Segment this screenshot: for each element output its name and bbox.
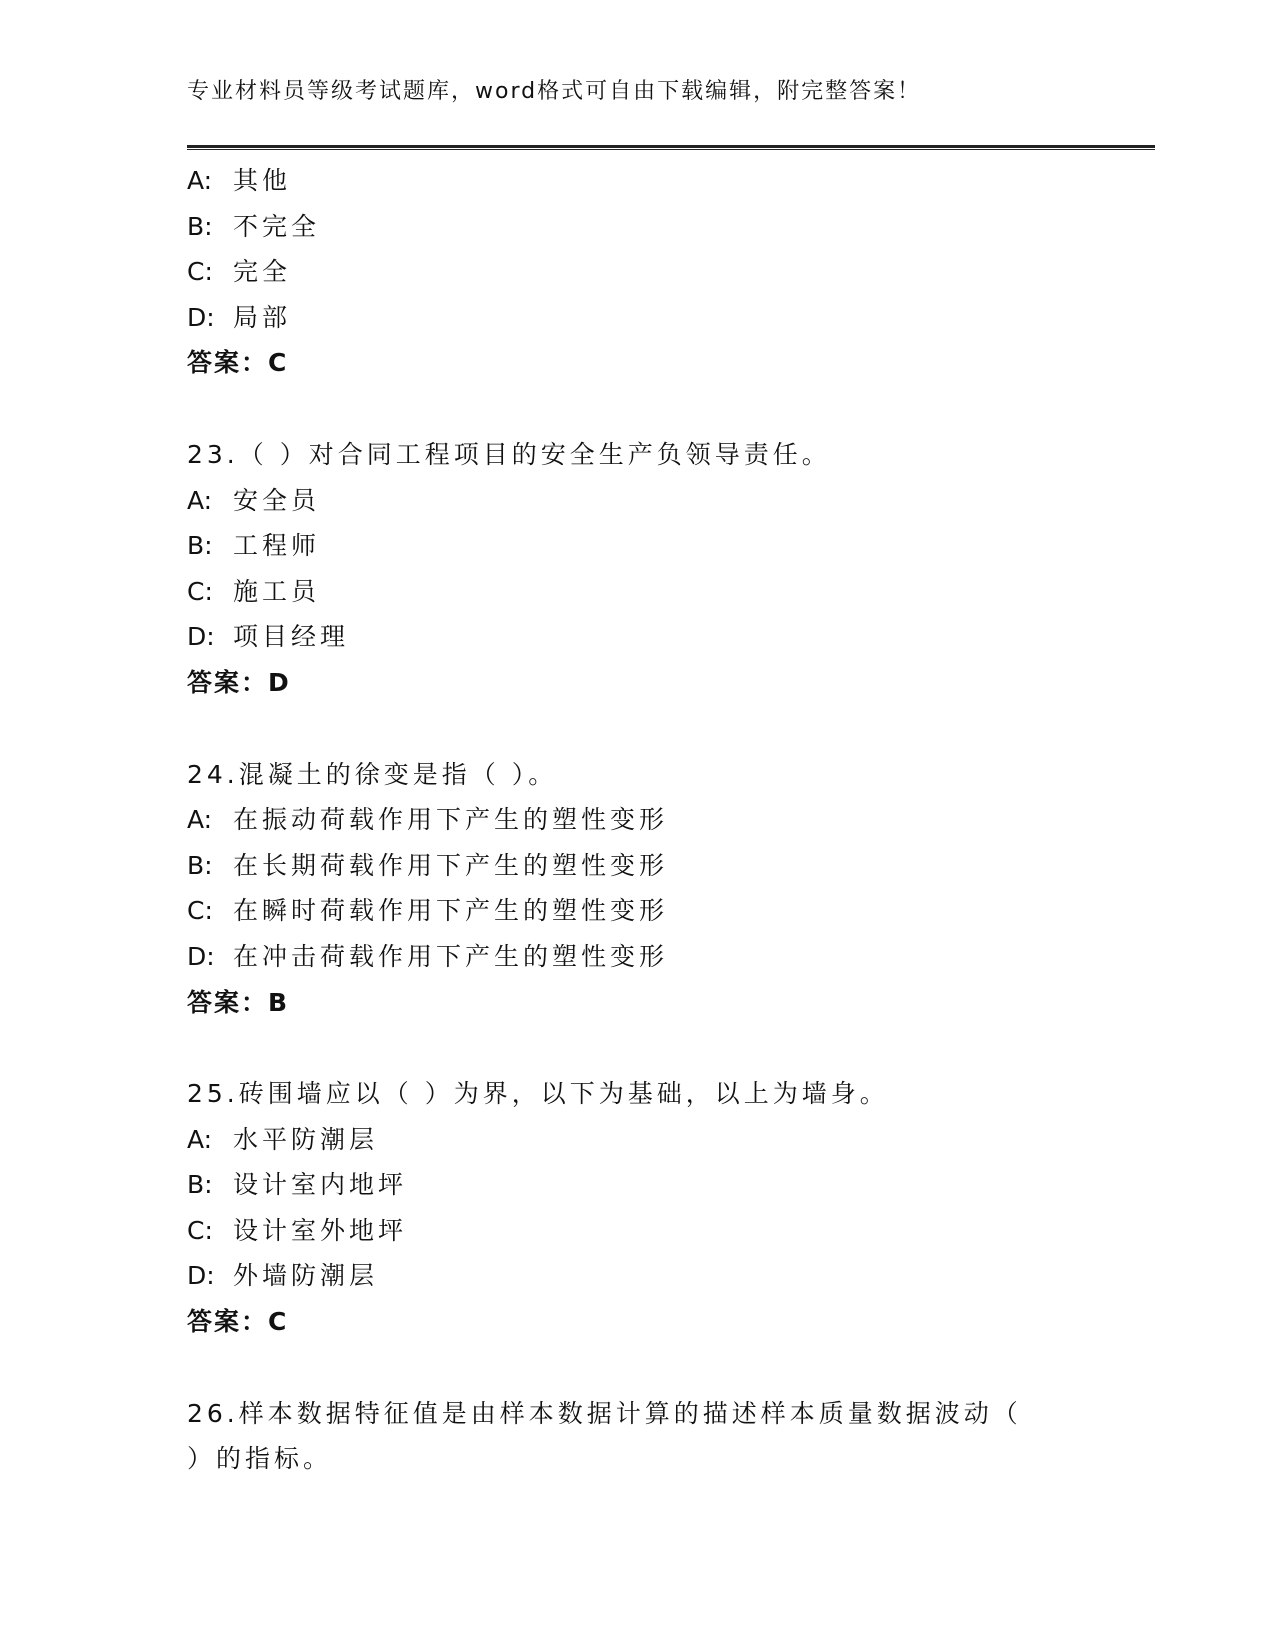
option-letter: C: — [187, 576, 213, 606]
option-text: 安全员 — [233, 485, 321, 515]
option-a — [187, 478, 1067, 524]
question-stem: 24.混凝土的徐变是指（ ）。 — [187, 759, 558, 789]
option-letter: D: — [187, 622, 215, 652]
option-a — [187, 797, 1067, 843]
option-text: 水平防潮层 — [233, 1124, 379, 1154]
answer-line: 答案：D — [187, 667, 291, 697]
question-block — [187, 1071, 1067, 1345]
option-text: 工程师 — [233, 531, 321, 561]
option-a — [187, 1117, 1067, 1163]
option-d — [187, 1253, 1067, 1299]
option-text: 在冲击荷载作用下产生的塑性变形 — [233, 941, 669, 971]
option-text: 项目经理 — [233, 622, 350, 652]
option-text: 设计室内地坪 — [233, 1170, 408, 1200]
option-text: 设计室外地坪 — [233, 1215, 408, 1245]
option-letter: D: — [187, 941, 215, 971]
option-letter: B: — [187, 1170, 213, 1200]
question-block — [187, 432, 1067, 706]
question-block — [187, 158, 1067, 386]
option-c — [187, 1208, 1067, 1254]
answer-line: 答案：B — [187, 987, 290, 1017]
option-text: 在振动荷载作用下产生的塑性变形 — [233, 805, 669, 835]
option-letter: A: — [187, 805, 213, 835]
question-stem: 26.样本数据特征值是由样本数据计算的描述样本质量数据波动（ ）的指标。 — [187, 1398, 1022, 1474]
spacer — [187, 386, 1067, 432]
option-letter: B: — [187, 531, 213, 561]
option-c — [187, 569, 1067, 615]
page-header-text: 专业材料员等级考试题库，word格式可自由下载编辑，附完整答案！ — [187, 79, 922, 104]
option-text: 在长期荷载作用下产生的塑性变形 — [233, 850, 669, 880]
option-letter: C: — [187, 1215, 213, 1245]
question-list — [187, 158, 1067, 1482]
option-c — [187, 888, 1067, 934]
spacer — [187, 1025, 1067, 1071]
option-d — [187, 295, 1067, 341]
option-text: 在瞬时荷载作用下产生的塑性变形 — [233, 896, 669, 926]
option-letter: A: — [187, 1124, 213, 1154]
spacer — [187, 706, 1067, 752]
answer-line: 答案：C — [187, 1307, 289, 1337]
option-b — [187, 1162, 1067, 1208]
option-letter: B: — [187, 850, 213, 880]
question-block — [187, 752, 1067, 1026]
question-stem: 25.砖围墙应以（ ）为界，以下为基础，以上为墙身。 — [187, 1079, 889, 1109]
option-letter: A: — [187, 485, 213, 515]
option-b — [187, 523, 1067, 569]
spacer — [187, 1345, 1067, 1391]
option-letter: D: — [187, 302, 215, 332]
option-letter: B: — [187, 211, 213, 241]
option-d — [187, 934, 1067, 980]
option-text: 完全 — [233, 257, 292, 287]
option-letter: C: — [187, 896, 213, 926]
option-letter: C: — [187, 257, 213, 287]
question-block — [187, 1391, 1067, 1482]
header-divider — [187, 145, 1155, 150]
option-text: 外墙防潮层 — [233, 1261, 379, 1291]
option-a — [187, 158, 1067, 204]
answer-line: 答案：C — [187, 348, 289, 378]
option-letter: A: — [187, 166, 213, 195]
option-b — [187, 204, 1067, 250]
option-d — [187, 614, 1067, 660]
question-stem: 23.（ ）对合同工程项目的安全生产负领导责任。 — [187, 439, 831, 469]
option-c — [187, 249, 1067, 295]
option-text: 局部 — [233, 302, 292, 332]
option-text: 其他 — [233, 166, 292, 195]
option-text: 施工员 — [233, 576, 321, 606]
option-b — [187, 843, 1067, 889]
option-letter: D: — [187, 1261, 215, 1291]
option-text: 不完全 — [233, 211, 321, 241]
